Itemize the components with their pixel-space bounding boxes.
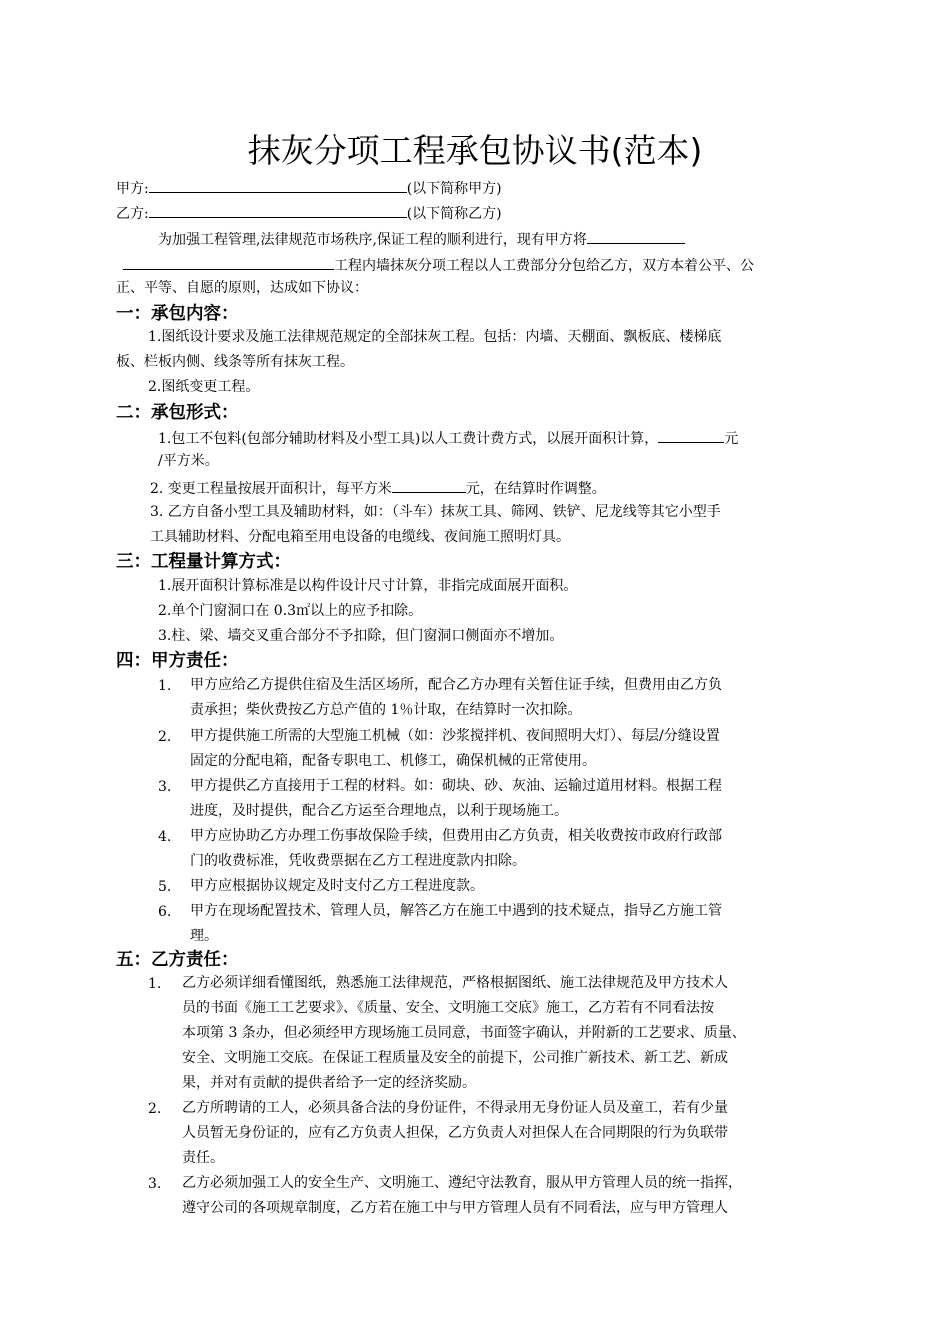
s5-item-1-line3: 本项第 3 条办，但必须经甲方现场施工员同意，书面签字确认，并附新的工艺要求、质量、 (182, 1025, 746, 1041)
intro-text-2: 工程内墙抹灰分项工程以人工费部分分包给乙方，双方本着公平、公 (334, 258, 754, 274)
s4-item-3-number: 3. (158, 779, 172, 795)
s5-item-2-line3: 责任。 (182, 1150, 224, 1166)
s5-item-1-line5: 果，并对有贡献的提供者给予一定的经济奖励。 (182, 1075, 476, 1091)
s2-p1-line2: /平方米。 (158, 453, 219, 469)
party-b-blank[interactable] (149, 202, 407, 218)
s4-item-2 (190, 724, 720, 774)
s1-p1-line1: 1.图纸设计要求及施工法律规范规定的全部抹灰工程。包括：内墙、天棚面、飘板底、楼梯底 (148, 329, 722, 345)
s4-item-2-line1: 甲方提供施工所需的大型施工机械（如：沙浆搅拌机、夜间照明大灯）、每层/分缝设置 (190, 728, 720, 744)
s3-p3: 3.柱、梁、墙交叉重合部分不予扣除，但门窗洞口侧面亦不增加。 (158, 628, 564, 644)
s4-item-1-number: 1. (158, 678, 172, 694)
s3-p2: 2.单个门窗洞口在 0.3㎡以上的应予扣除。 (158, 603, 423, 619)
intro-line-1 (158, 228, 685, 250)
s4-item-6 (190, 899, 722, 949)
s4-item-4-number: 4. (158, 829, 172, 845)
s5-item-2-line2: 人员暂无身份证的，应有乙方负责人担保，乙方负责人对担保人在合同期限的行为负联带 (182, 1125, 728, 1141)
s4-item-2-line2: 固定的分配电箱，配备专职电工、机修工，确保机械的正常使用。 (190, 753, 596, 769)
s4-item-1 (190, 673, 722, 723)
party-a-blank[interactable] (149, 177, 407, 193)
s5-item-1-line4: 安全、文明施工交底。在保证工程质量及安全的前提下，公司推广新技术、新工艺、新成 (182, 1050, 728, 1066)
s2-p3-line2: 工具辅助材料、分配电箱至用电设备的电缆线、夜间施工照明灯具。 (150, 529, 570, 545)
s4-item-1-line1: 甲方应给乙方提供住宿及生活区场所，配合乙方办理有关暂住证手续，但费用由乙方负 (190, 677, 722, 693)
s4-item-1-line2: 责承担；柴伙费按乙方总产值的 1％计取，在结算时一次扣除。 (190, 702, 582, 718)
s2-p2 (150, 477, 606, 499)
s5-item-3 (182, 1171, 742, 1221)
s5-item-1-line1: 乙方必须详细看懂图纸，熟悉施工法律规范，严格根据图纸、施工法律规范及甲方技术人 (182, 975, 728, 991)
party-b-line (116, 202, 502, 224)
s4-item-6-line2: 理。 (190, 928, 218, 944)
s2-p2-text: 2. 变更工程量按展开面积计，每平方米 (150, 481, 392, 497)
s5-item-3-line1: 乙方必须加强工人的安全生产、文明施工、遵纪守法教育，服从甲方管理人员的统一指挥， (182, 1175, 742, 1191)
unit-price-blank[interactable] (658, 427, 724, 443)
s1-p2: 2.图纸变更工程。 (148, 379, 260, 395)
section-1-heading: 一：承包内容： (116, 304, 239, 324)
s4-item-4-line1: 甲方应协助乙方办理工伤事故保险手续，但费用由乙方负责，相关收费按市政府行政部 (190, 828, 722, 844)
intro-line-3: 正、平等、自愿的原则，达成如下协议： (116, 280, 368, 296)
s4-item-5 (190, 874, 484, 899)
s3-p1: 1.展开面积计算标准是以构件设计尺寸计算，非指完成面展开面积。 (158, 578, 578, 594)
project-name-blank-1[interactable] (587, 228, 685, 244)
change-price-blank[interactable] (392, 477, 466, 493)
s2-p1-unit: 元 (724, 431, 739, 447)
s2-p1-text: 1.包工不包料(包部分辅助材料及小型工具)以人工费计费方式，以展开面积计算， (158, 431, 659, 447)
s5-item-2-line1: 乙方所聘请的工人，必须具备合法的身份证件，不得录用无身份证人员及童工，若有少量 (182, 1100, 728, 1116)
s5-item-2 (182, 1096, 728, 1171)
s5-item-2-number: 2. (148, 1101, 162, 1117)
document-title: 抹灰分项工程承包协议书(范本) (247, 131, 703, 170)
s4-item-4-line2: 门的收费标准，凭收费票据在乙方工程进度款内扣除。 (190, 853, 526, 869)
intro-text-1: 为加强工程管理,法律规范市场秩序,保证工程的顺利进行，现有甲方将 (158, 232, 587, 248)
section-3-heading: 三：工程量计算方式： (116, 552, 291, 572)
party-b-suffix: (以下简称乙方) (406, 206, 502, 222)
s2-p3-line1: 3. 乙方自备小型工具及辅助材料，如：（斗车）抹灰工具、筛网、铁铲、尼龙线等其它小型手 (150, 504, 721, 520)
party-a-label: 甲方: (116, 181, 149, 197)
s5-item-3-line2: 遵守公司的各项规章制度，乙方若在施工中与甲方管理人员有不同看法，应与甲方管理人 (182, 1200, 728, 1216)
s5-item-1-number: 1. (148, 976, 162, 992)
s2-p1-line1 (158, 427, 738, 449)
s4-item-2-number: 2. (158, 729, 172, 745)
s2-p2-suffix: 元，在结算时作调整。 (465, 481, 606, 497)
s4-item-3-line1: 甲方提供乙方直接用于工程的材料。如：砌块、砂、灰油、运输过道用材料。根据工程 (190, 778, 722, 794)
party-a-suffix: (以下简称甲方) (406, 181, 502, 197)
s1-p1-line2: 板、栏板内侧、线条等所有抹灰工程。 (116, 354, 354, 370)
party-a-line (116, 177, 502, 199)
s4-item-6-number: 6. (158, 904, 172, 920)
section-4-heading: 四：甲方责任： (116, 651, 239, 671)
s4-item-3 (190, 774, 722, 824)
s5-item-3-number: 3. (148, 1176, 162, 1192)
intro-line-2 (123, 254, 754, 276)
section-2-heading: 二：承包形式： (116, 403, 239, 423)
s4-item-6-line1: 甲方在现场配置技术、管理人员，解答乙方在施工中遇到的技术疑点，指导乙方施工管 (190, 903, 722, 919)
section-5-heading: 五：乙方责任： (116, 950, 239, 970)
s4-item-4 (190, 824, 722, 874)
s4-item-5-line1: 甲方应根据协议规定及时支付乙方工程进度款。 (190, 878, 484, 894)
s4-item-5-number: 5. (158, 879, 172, 895)
party-b-label: 乙方: (116, 206, 149, 222)
project-name-blank-2[interactable] (123, 254, 334, 270)
s4-item-3-line2: 进度，及时提供，配合乙方运至合理地点，以利于现场施工。 (190, 803, 568, 819)
s5-item-1 (182, 971, 746, 1096)
s5-item-1-line2: 员的书面《施工工艺要求》、《质量、安全、文明施工交底》施工，乙方若有不同看法按 (182, 1000, 714, 1016)
